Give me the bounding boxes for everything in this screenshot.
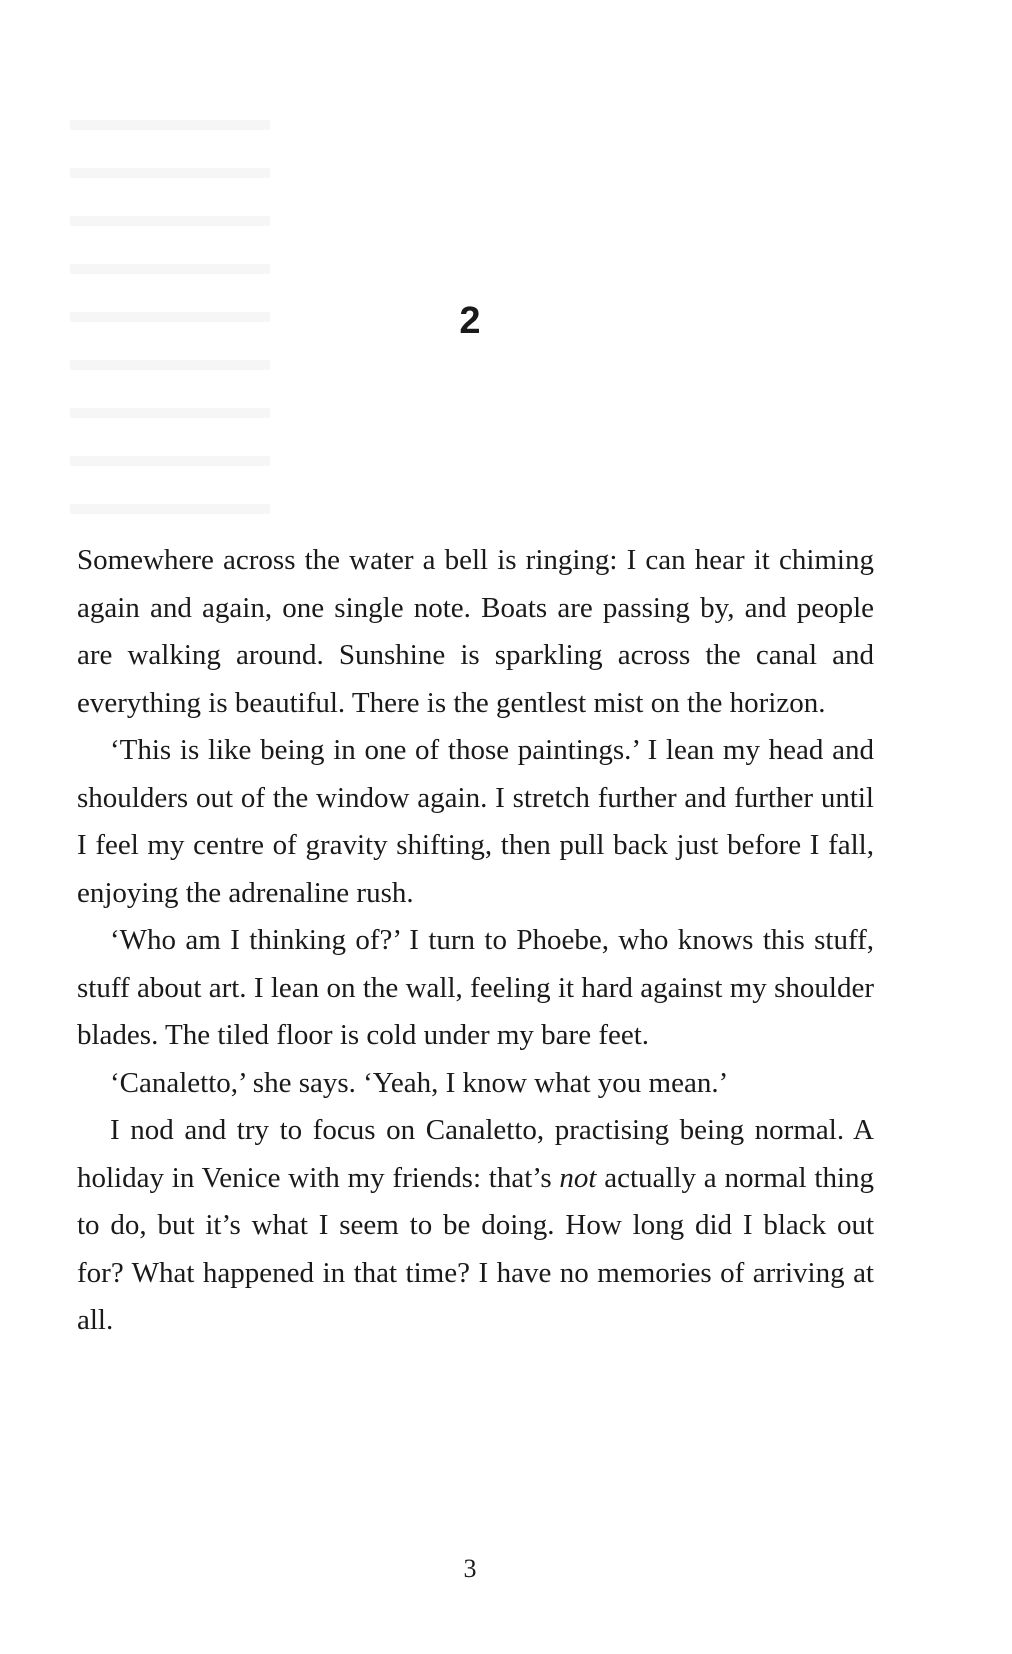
paragraph-3: ‘Who am I thinking of?’ I turn to Phoebe, who knows this stuff, stuff about art. I lean on the wall, feeling it hard against my shoulder blades. The tiled floor is cold under my bare feet. [77,924,874,1051]
paragraph-5-end: actually a normal thing to do, but it’s what I seem to be doing. How long did I black out for? What happened in that time? I have no memories of arriving at all. [77,1161,874,1336]
paragraph-5 [77,1107,874,1345]
paragraph-5-emphasis: not [559,1161,597,1194]
page-number: 3 [463,1554,477,1583]
paragraph-4: ‘Canaletto,’ she says. ‘Yeah, I know what you mean.’ [110,1066,729,1099]
paragraph-2: ‘This is like being in one of those paintings.’ I lean my head and shoulders out of the window again. I stretch further and further until I feel my centre of gravity shifting, then pull back just before I fall, enjoying the adrenaline rush. [77,734,874,909]
paragraph-5-start: I nod and try to focus on Canaletto, practising being normal. A holiday in Venice with my friends: that’s [77,1114,874,1194]
chapter-number: 2 [459,300,481,342]
paragraph-1: Somewhere across the water a bell is ringing: I can hear it chiming again and again, one single note. Boats are passing by, and people are walking around. Sunshine is sparkling across the canal and everything is beautiful. There is the gentlest mist on the horizon. [77,544,874,719]
chapter-body [77,537,874,1345]
